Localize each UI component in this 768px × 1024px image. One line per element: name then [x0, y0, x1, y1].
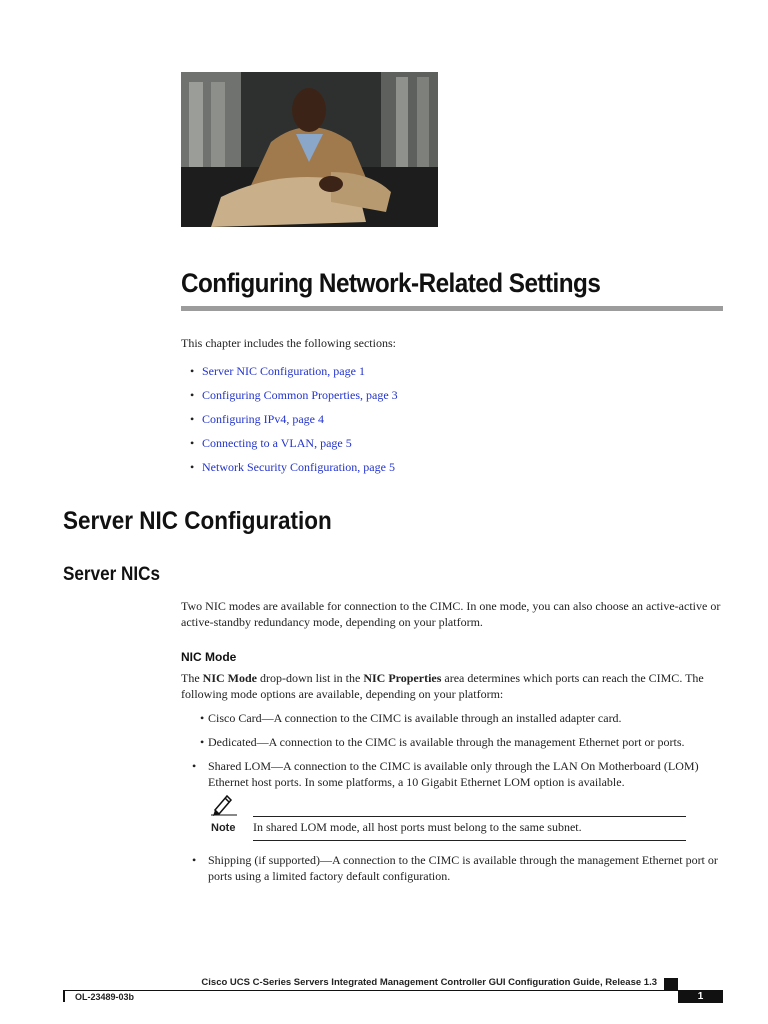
list-item: • Cisco Card—A connection to the CIMC is available through an installed adapter card. — [200, 711, 622, 725]
toc-link-network-security[interactable]: Network Security Configuration, page 5 — [202, 460, 395, 474]
list-item: • Shipping (if supported)—A connection to the CIMC is available through the management Ethernet port or ports using a limited factory default configuration. — [192, 853, 718, 883]
toc-link-common-properties[interactable]: Configuring Common Properties, page 3 — [202, 388, 398, 402]
nic-modes-paragraph: Two NIC modes are available for connection to the CIMC. In one mode, you can also choose an active-active or active-standby redundancy mode, depending on your platform. — [181, 599, 721, 629]
note-label: Note — [211, 822, 236, 834]
note-text: In shared LOM mode, all host ports must belong to the same subnet. — [253, 820, 582, 834]
toc-link-vlan[interactable]: Connecting to a VLAN, page 5 — [202, 436, 352, 450]
footer-marker — [664, 978, 678, 990]
footer-rule — [63, 990, 723, 991]
footer-doc-number: OL-23489-03b — [63, 991, 134, 1002]
toc-item: • Configuring IPv4, page 4 — [190, 412, 324, 426]
chapter-photo — [181, 72, 438, 227]
chapter-title: Configuring Network-Related Settings — [181, 268, 601, 298]
section-toc — [190, 363, 398, 483]
toc-link-ipv4[interactable]: Configuring IPv4, page 4 — [202, 412, 324, 426]
intro-text: This chapter includes the following sections: — [181, 336, 396, 350]
pencil-note-icon — [211, 792, 237, 821]
nic-mode-heading: NIC Mode — [181, 650, 237, 664]
note-rule-top — [253, 816, 686, 817]
note-box — [181, 792, 686, 842]
list-item: • Shared LOM—A connection to the CIMC is available only through the LAN On Motherboard (LOM) Ethernet host ports. In some platforms, a 10 Gigabit Ethernet LOM option is available. — [192, 759, 699, 789]
toc-item: • Configuring Common Properties, page 3 — [190, 388, 398, 402]
note-rule-bottom — [253, 840, 686, 841]
section-title: Server NIC Configuration — [63, 507, 332, 535]
title-rule — [181, 306, 723, 311]
page-number: 1 — [678, 990, 723, 1003]
nic-mode-paragraph: The NIC Mode drop-down list in the NIC Properties area determines which ports can reach the CIMC. The following mode options are available, depending on your platform: — [181, 671, 704, 701]
man-portrait-illustration — [181, 72, 438, 227]
toc-item: • Network Security Configuration, page 5 — [190, 460, 395, 474]
subsection-title: Server NICs — [63, 564, 160, 585]
toc-link-server-nic[interactable]: Server NIC Configuration, page 1 — [202, 364, 365, 378]
toc-item: • Connecting to a VLAN, page 5 — [190, 436, 352, 450]
list-item: • Dedicated—A connection to the CIMC is available through the management Ethernet port or ports. — [200, 735, 685, 749]
footer-title: Cisco UCS C-Series Servers Integrated Management Controller GUI Configuration Guide, Release 1.3 — [201, 977, 657, 988]
toc-item: • Server NIC Configuration, page 1 — [190, 364, 365, 378]
